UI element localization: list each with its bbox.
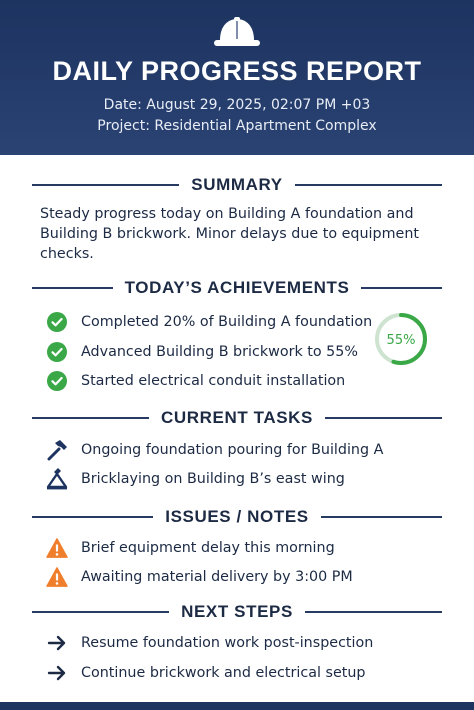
section-label: SUMMARY (191, 175, 283, 194)
divider-line (321, 516, 442, 518)
summary-text: Steady progress today on Building A foundation and Building B brickwork. Minor delays due to equipment checks. (40, 206, 419, 262)
divider-line (32, 287, 113, 289)
report-date: Date: August 29, 2025, 02:07 PM +03 (103, 97, 371, 113)
hammer-icon (46, 439, 68, 461)
list-item (46, 468, 345, 490)
section-label: ISSUES / NOTES (165, 507, 309, 526)
section-next-steps-heading (32, 600, 442, 624)
list-item-text: Ongoing foundation pouring for Building A (81, 442, 384, 458)
hard-hat-icon (212, 16, 262, 48)
footer-bar (0, 702, 474, 710)
list-item (46, 311, 372, 333)
section-achievements-heading (32, 276, 442, 300)
list-item (46, 439, 383, 461)
list-item-text: Completed 20% of Building A foundation (81, 314, 373, 330)
check-circle-icon (46, 341, 68, 363)
arrow-right-icon (46, 662, 68, 684)
list-item-text: Continue brickwork and electrical setup (81, 665, 366, 681)
trowel-icon (46, 468, 68, 490)
list-item-text: Bricklaying on Building B’s east wing (81, 471, 345, 487)
list-item (46, 566, 353, 588)
section-label: TODAY’S ACHIEVEMENTS (124, 278, 350, 297)
divider-line (32, 417, 149, 419)
list-item (46, 632, 373, 654)
list-item-text: Advanced Building B brickwork to 55% (81, 344, 358, 360)
report-header (0, 0, 474, 155)
warning-icon (46, 537, 68, 559)
list-item (46, 370, 345, 392)
progress-ring (373, 311, 429, 367)
section-label: CURRENT TASKS (161, 408, 313, 427)
list-item (46, 537, 335, 559)
check-circle-icon (46, 370, 68, 392)
section-issues-heading (32, 505, 442, 529)
divider-line (361, 287, 442, 289)
divider-line (305, 611, 442, 613)
list-item-text: Started electrical conduit installation (81, 373, 346, 389)
section-tasks-heading (32, 406, 442, 430)
list-item-text: Awaiting material delivery by 3:00 PM (81, 569, 353, 585)
list-item (46, 662, 366, 684)
divider-line (32, 184, 179, 186)
page-title: DAILY PROGRESS REPORT (52, 56, 422, 86)
divider-line (325, 417, 442, 419)
list-item (46, 341, 358, 363)
list-item-text: Resume foundation work post-inspection (81, 635, 374, 651)
check-circle-icon (46, 311, 68, 333)
section-label: NEXT STEPS (181, 602, 293, 621)
divider-line (32, 611, 169, 613)
divider-line (32, 516, 153, 518)
section-summary-heading (32, 173, 442, 197)
divider-line (295, 184, 442, 186)
list-item-text: Brief equipment delay this morning (81, 540, 335, 556)
project-name: Project: Residential Apartment Complex (97, 118, 377, 134)
progress-label: 55% (386, 333, 416, 348)
arrow-right-icon (46, 632, 68, 654)
warning-icon (46, 566, 68, 588)
